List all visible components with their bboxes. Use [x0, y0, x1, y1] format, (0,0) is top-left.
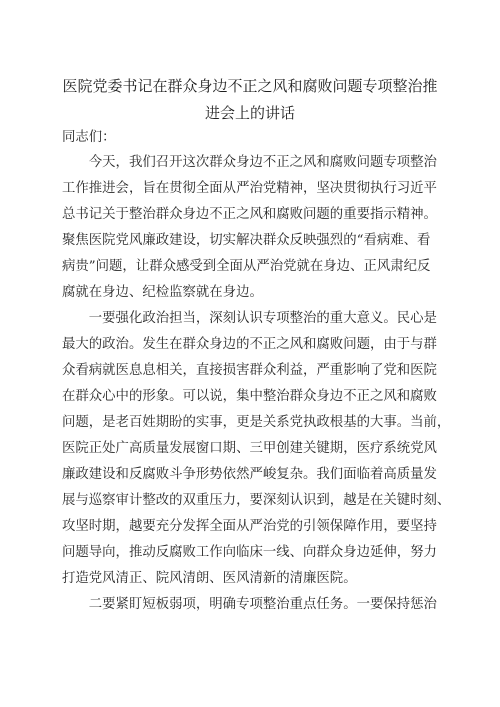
- body-line: 问题，是老百姓期盼的实事，更是关系党执政根基的大事。当前，: [62, 415, 451, 430]
- body-line: 攻坚时期，越要充分发挥全面从严治党的引领保障作用，要坚持: [62, 519, 437, 534]
- body-line: 总书记关于整治群众身边不正之风和腐败问题的重要指示精神。: [62, 207, 437, 222]
- body-line: 一要强化政治担当，深刻认识专项整治的重大意义。民心是: [62, 311, 437, 326]
- body-line: 在群众心中的形象。可以说，集中整治群众身边不正之风和腐败: [62, 389, 437, 404]
- body-line: 病贵”问题，让群众感受到全面从严治党就在身边、正风肃纪反: [62, 259, 431, 274]
- document-title-line-2: 进会上的讲话: [204, 104, 295, 122]
- body-line: 廉政建设和反腐败斗争形势依然严峻复杂。我们面临着高质量发: [62, 467, 437, 482]
- body-line: 打造党风清正、院风清朗、医风清新的清廉医院。: [62, 571, 357, 586]
- body-line: 展与巡察审计整改的双重压力，要深刻认识到，越是在关键时刻、: [62, 493, 451, 508]
- body-line: 今天，我们召开这次群众身边不正之风和腐败问题专项整治: [62, 155, 437, 170]
- body-line: 工作推进会，旨在贯彻全面从严治党精神，坚决贯彻执行习近平: [62, 181, 437, 196]
- body-line: 二要紧盯短板弱项，明确专项整治重点任务。一要保持惩治: [62, 597, 437, 612]
- body-line: 医院正处广高质量发展窗口期、三甲创建关键期，医疗系统党风: [62, 441, 437, 456]
- body-line: 问题导向，推动反腐败工作向临床一线、向群众身边延伸，努力: [62, 545, 437, 560]
- body-line: 众看病就医息息相关，直接损害群众利益，严重影响了党和医院: [62, 363, 437, 378]
- salutation: 同志们：: [62, 130, 116, 145]
- body-line: 聚焦医院党风廉政建设，切实解决群众反映强烈的“看病难、看: [62, 233, 431, 248]
- body-line: 最大的政治。发生在群众身边的不正之风和腐败问题，由于与群: [62, 337, 437, 352]
- document-title-line-1: 医院党委书记在群众身边不正之风和腐败问题专项整治推: [62, 77, 438, 95]
- body-line: 腐就在身边、纪检监察就在身边。: [62, 285, 263, 300]
